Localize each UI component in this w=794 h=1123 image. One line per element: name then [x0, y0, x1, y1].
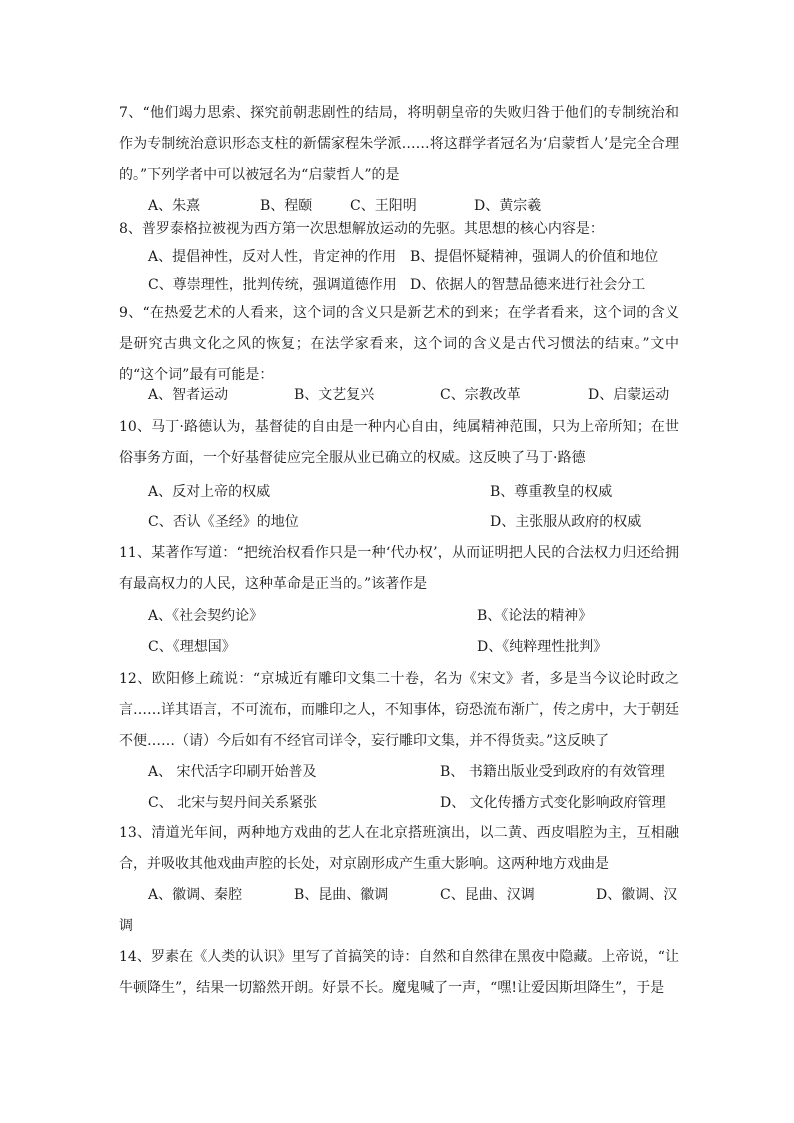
option-c: C、尊崇理性，批判传统，强调道德作用: [148, 277, 397, 293]
option-a: A、反对上帝的权威: [148, 484, 271, 500]
question-text: 7、“他们竭力思索、探究前朝悲剧性的结局，将明朝皇帝的失败归咎于他们的专制统治和作为专制统治意识形态支柱的新儒家程朱学派……将这群学者冠名为‘启蒙哲人’是完全合理的。”下列学者中可以被冠名为“启蒙哲人”的是: [119, 105, 679, 183]
option-c: C、否认《圣经》的地位: [148, 514, 299, 530]
question-text: 9、“在热爱艺术的人看来，这个词的含义只是新艺术的到来；在学者看来，这个词的含义是研究古典文化之风的恢复；在法学家看来，这个词的含义是古代习惯法的结束。”文中的“这个词”最有可能是：: [119, 305, 679, 383]
option-d: D、徽调、汉: [596, 887, 678, 903]
option-c: C、昆曲、汉调: [440, 887, 535, 903]
option-b: B、尊重教皇的权威: [490, 484, 613, 500]
option-d: D、主张服从政府的权威: [490, 514, 642, 530]
option-c: C、 北宋与契丹间关系紧张: [148, 795, 318, 811]
option-d: D、《纯粹理性批判》: [477, 639, 608, 655]
question-text: 13、清道光年间，两种地方戏曲的艺人在北京搭班演出，以二黄、西皮唱腔为主，互相融合，并吸收其他戏曲声腔的长处，对京剧形成产生重大影响。这两种地方戏曲是: [119, 825, 679, 872]
option-c: C、宗教改革: [440, 387, 521, 403]
question-13-stem: [119, 818, 679, 880]
option-d: D、 文化传播方式变化影响政府管理: [440, 795, 666, 811]
option-a: A、《社会契约论》: [148, 608, 264, 624]
question-12-stem: [119, 664, 679, 757]
question-text: 14、罗素在《人类的认识》里写了首搞笑的诗：自然和自然律在黑夜中隐藏。上帝说，“让牛顿降生”，结果一切豁然开朗。好景不长。魔鬼喊了一声，“嘿!让爱因斯坦降生”，于是: [119, 949, 679, 996]
question-8-stem: [119, 214, 679, 245]
question-7-stem: [119, 98, 679, 191]
question-text: 10、马丁·路德认为，基督徒的自由是一种内心自由，纯属精神范围，只为上帝所知；在世俗事务方面，一个好基督徒应完全服从业已确立的权威。这反映了马丁·路德: [119, 419, 679, 466]
option-b: B、文艺复兴: [294, 387, 375, 403]
option-b: B、程颐: [260, 198, 313, 214]
option-d-continuation: 调: [119, 918, 133, 934]
option-b: B、提倡怀疑精神，强调人的价值和地位: [410, 249, 659, 265]
option-b: B、 书籍出版业受到政府的有效管理: [440, 764, 665, 780]
option-a: A、 宋代活字印刷开始普及: [148, 764, 317, 780]
question-text: 11、某著作写道：“把统治权看作只是一种‘代办权’，从而证明把人民的合法权力归还给拥有最高权力的人民，这种革命是正当的。”该著作是: [119, 545, 679, 592]
question-text: 12、欧阳修上疏说：“京城近有雕印文集二十卷，名为《宋文》者，多是当今议论时政之言……详其语言，不可流布，而雕印之人，不知事体，窃恐流布渐广，传之虏中，大于朝廷不便……（请）今后如有不经官司详令，妄行雕印文集，并不得货卖。”这反映了: [119, 671, 679, 749]
question-9-stem: [119, 298, 679, 391]
option-a: A、朱熹: [148, 198, 201, 214]
question-11-stem: [119, 538, 679, 600]
option-d: D、依据人的智慧品德来进行社会分工: [410, 277, 646, 293]
question-10-stem: [119, 412, 679, 474]
question-14-stem: [119, 942, 679, 1004]
option-a: A、提倡神性，反对人性，肯定神的作用: [148, 249, 397, 265]
option-a: A、徽调、秦腔: [148, 887, 243, 903]
option-b: B、昆曲、徽调: [294, 887, 389, 903]
option-d: D、启蒙运动: [588, 387, 670, 403]
option-b: B、《论法的精神》: [477, 608, 593, 624]
option-d: D、黄宗羲: [474, 198, 542, 214]
option-c: C、王阳明: [350, 198, 417, 214]
option-c: C、《理想国》: [148, 639, 236, 655]
option-a: A、智者运动: [148, 387, 229, 403]
question-text: 8、普罗泰格拉被视为西方第一次思想解放运动的先驱。其思想的核心内容是：: [119, 221, 604, 237]
